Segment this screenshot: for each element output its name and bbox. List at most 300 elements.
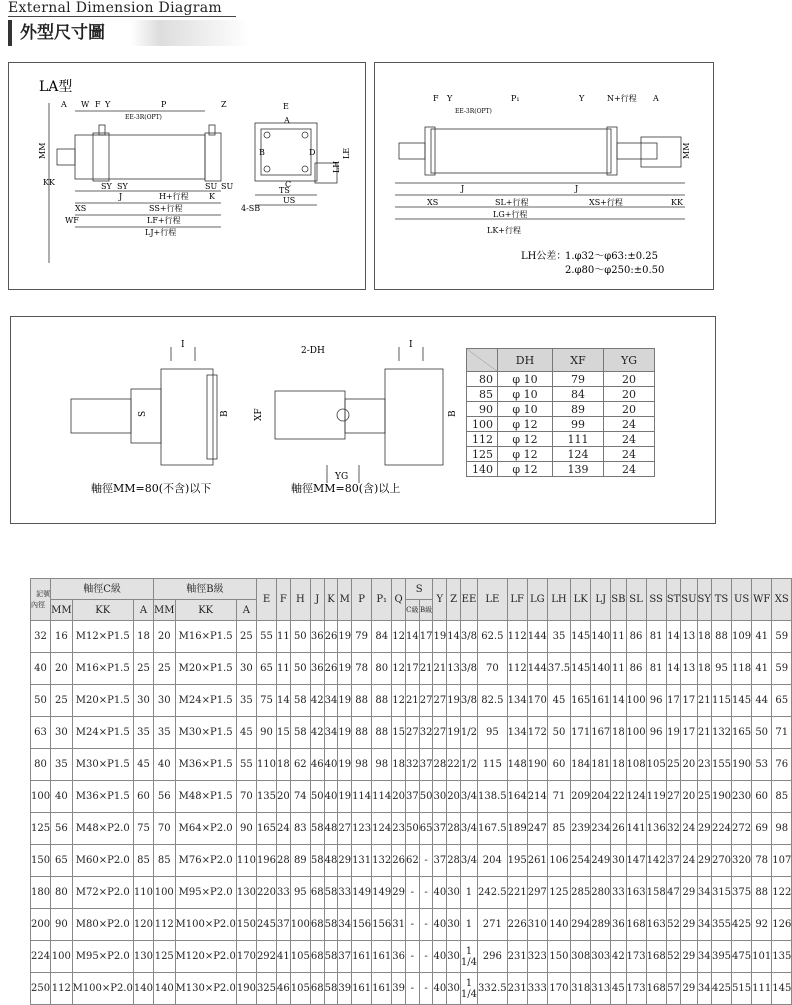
table-cell: 36 — [611, 909, 626, 941]
table-cell: 20 — [681, 781, 697, 813]
table-cell: 34 — [697, 909, 711, 941]
table-cell: 134 — [507, 685, 527, 717]
table-cell: 95 — [478, 717, 508, 749]
table-cell: 105 — [290, 973, 310, 1005]
table-cell: 71 — [772, 717, 792, 749]
table-cell: 50 — [752, 717, 772, 749]
header-col-Q: Q — [392, 579, 406, 621]
r-dim-P1: P₁ — [511, 94, 520, 103]
header-sub-KK: KK — [72, 600, 133, 621]
table-cell: 323 — [527, 941, 547, 973]
table-cell: 17 — [405, 653, 419, 685]
table-cell: 170 — [547, 973, 570, 1005]
table-cell: 35 — [547, 621, 570, 653]
table-cell: 164 — [507, 781, 527, 813]
table-cell: - — [419, 877, 433, 909]
table-cell: 115 — [711, 685, 731, 717]
table-cell: 88 — [372, 717, 392, 749]
table-cell: 85 — [133, 845, 153, 877]
table-cell: 98 — [772, 813, 792, 845]
table-cell: 111 — [752, 973, 772, 1005]
header-col-E: E — [256, 579, 276, 621]
table-cell: 18 — [611, 749, 626, 781]
table-cell: 62 — [405, 845, 419, 877]
table-cell: 19 — [338, 717, 352, 749]
header-group-b: 軸徑B級 — [154, 579, 257, 600]
table-cell: 204 — [591, 781, 611, 813]
table-cell: 52 — [666, 909, 681, 941]
table-cell: 254 — [571, 845, 591, 877]
table-cell: 25 — [154, 653, 175, 685]
table-cell: 124 — [372, 813, 392, 845]
table-cell: 35 — [236, 685, 256, 717]
header-col-S: S — [405, 579, 432, 600]
table-cell: 150 — [547, 941, 570, 973]
table-cell: 58 — [290, 685, 310, 717]
table-cell: 95 — [290, 877, 310, 909]
table-cell: 20 — [447, 781, 461, 813]
table-cell: 161 — [372, 973, 392, 1005]
table-cell: 325 — [256, 973, 276, 1005]
table-cell: 29 — [338, 845, 352, 877]
table-cell: 124 — [626, 781, 646, 813]
table-cell: 50 — [405, 813, 419, 845]
table-cell: 85 — [772, 781, 792, 813]
table-cell: 161 — [591, 685, 611, 717]
table-cell: 161 — [352, 973, 372, 1005]
table-row — [31, 717, 792, 749]
rod-table-cell: 84 — [553, 387, 604, 402]
table-cell: 14 — [666, 653, 681, 685]
table-cell: 261 — [527, 845, 547, 877]
rod-table-corner — [467, 349, 498, 372]
table-cell: 80 — [372, 653, 392, 685]
table-cell: 80 — [51, 877, 72, 909]
table-row — [31, 749, 792, 781]
table-cell: 108 — [626, 749, 646, 781]
table-cell: 167.5 — [478, 813, 508, 845]
table-cell: 25 — [697, 781, 711, 813]
table-cell: 90 — [51, 909, 72, 941]
r-dim-EE: EE-3R(OPT) — [455, 108, 492, 115]
table-cell: 19 — [433, 621, 447, 653]
bore-cell: 200 — [31, 909, 51, 941]
rod-table-row — [467, 417, 655, 432]
table-cell: 26 — [611, 813, 626, 845]
header-col-SB: SB — [611, 579, 626, 621]
table-cell: 141 — [626, 813, 646, 845]
corner-label-bore: 內徑 — [31, 600, 45, 609]
table-cell: 112 — [507, 621, 527, 653]
table-cell: 34 — [324, 717, 338, 749]
table-cell: 84 — [372, 621, 392, 653]
dim-US: US — [283, 196, 296, 205]
table-cell: 18 — [277, 749, 291, 781]
rod-table-cell: φ 10 — [498, 402, 553, 417]
dim-P: P — [161, 100, 167, 109]
table-cell: 48 — [324, 845, 338, 877]
table-cell: 165 — [571, 685, 591, 717]
table-cell: 50 — [290, 653, 310, 685]
table-cell: 140 — [591, 621, 611, 653]
table-cell: 1 1/4 — [460, 973, 477, 1005]
table-cell: 231 — [507, 941, 527, 973]
r-dim-SL: SL+行程 — [495, 198, 529, 207]
table-cell: 375 — [732, 877, 752, 909]
table-cell: 15 — [277, 717, 291, 749]
table-cell: 114 — [352, 781, 372, 813]
side-D: D — [309, 148, 316, 157]
table-cell: 88 — [711, 621, 731, 653]
table-cell: 106 — [547, 845, 570, 877]
table-cell: 118 — [732, 653, 752, 685]
dim-WF: WF — [65, 216, 79, 225]
bore-cell: 50 — [31, 685, 51, 717]
table-cell: 190 — [236, 973, 256, 1005]
table-cell: 45 — [611, 973, 626, 1005]
table-cell: 315 — [711, 877, 731, 909]
header-col-ST: ST — [666, 579, 681, 621]
table-cell: 167 — [591, 717, 611, 749]
table-cell: 110 — [256, 749, 276, 781]
table-cell: M76×P2.0 — [175, 845, 236, 877]
table-row — [31, 941, 792, 973]
table-cell: 112 — [507, 653, 527, 685]
table-cell: 85 — [547, 813, 570, 845]
table-cell: 50 — [310, 781, 324, 813]
table-cell: 135 — [256, 781, 276, 813]
table-cell: 123 — [352, 813, 372, 845]
table-cell: 425 — [732, 909, 752, 941]
table-cell: 28 — [447, 845, 461, 877]
table-cell: 36 — [310, 653, 324, 685]
rod-table-cell: 90 — [467, 402, 498, 417]
table-cell: M30×P1.5 — [72, 749, 133, 781]
table-cell: 18 — [611, 717, 626, 749]
table-cell: 32 — [405, 749, 419, 781]
table-cell: - — [419, 973, 433, 1005]
header-col-J: J — [310, 579, 324, 621]
table-cell: 65 — [419, 813, 433, 845]
table-cell: 34 — [338, 909, 352, 941]
table-cell: 165 — [732, 717, 752, 749]
table-cell: 3/4 — [460, 781, 477, 813]
table-cell: 296 — [478, 941, 508, 973]
r-dim-F: F — [433, 94, 439, 103]
rod-table-cell: 89 — [553, 402, 604, 417]
table-cell: 112 — [154, 909, 175, 941]
table-cell: 168 — [646, 941, 666, 973]
table-cell: 34 — [324, 685, 338, 717]
table-cell: 173 — [626, 941, 646, 973]
table-cell: 27 — [433, 717, 447, 749]
table-cell: 333 — [527, 973, 547, 1005]
table-cell: 50 — [290, 621, 310, 653]
table-cell: 62.5 — [478, 621, 508, 653]
header-sub-A: A — [133, 600, 153, 621]
table-cell: 12 — [392, 621, 406, 653]
r-dim-J2: J — [575, 184, 579, 193]
bore-cell: 100 — [31, 781, 51, 813]
table-cell: 247 — [527, 813, 547, 845]
r-dim-Y: Y — [447, 94, 453, 103]
table-cell: 142 — [646, 845, 666, 877]
header-col-F: F — [277, 579, 291, 621]
table-cell: 14 — [277, 685, 291, 717]
table-cell: 92 — [752, 909, 772, 941]
header-col-SL: SL — [626, 579, 646, 621]
table-cell: 230 — [732, 781, 752, 813]
header-sub-MM: MM — [154, 600, 175, 621]
table-cell: 395 — [711, 941, 731, 973]
table-cell: 140 — [547, 909, 570, 941]
r-dim-XS2: XS+行程 — [589, 198, 623, 207]
table-cell: 125 — [154, 941, 175, 973]
table-cell: 245 — [256, 909, 276, 941]
rod-table-cell: 20 — [604, 372, 655, 387]
dim-SB: 4-SB — [241, 204, 261, 213]
rod-table-row — [467, 447, 655, 462]
table-cell: 20 — [51, 653, 72, 685]
header-chinese-title: 外型尺寸圖 — [8, 20, 250, 46]
header-col-Y: Y — [433, 579, 447, 621]
header-sub-S: C級 — [405, 600, 419, 621]
table-cell: 189 — [507, 813, 527, 845]
p2-label-I2: I — [409, 340, 413, 350]
table-cell: 35 — [154, 717, 175, 749]
table-cell: 58 — [310, 813, 324, 845]
table-cell: 35 — [51, 749, 72, 781]
table-cell: 88 — [372, 685, 392, 717]
table-cell: 149 — [352, 877, 372, 909]
table-cell: 27 — [419, 685, 433, 717]
table-cell: 231 — [507, 973, 527, 1005]
table-cell: 224 — [711, 813, 731, 845]
table-cell: 65 — [772, 685, 792, 717]
dim-SS: SS+行程 — [149, 204, 183, 213]
rod-table-cell: 124 — [553, 447, 604, 462]
table-cell: 25 — [133, 653, 153, 685]
bore-cell: 150 — [31, 845, 51, 877]
table-cell: 156 — [352, 909, 372, 941]
table-cell: 40 — [154, 749, 175, 781]
table-cell: 75 — [133, 813, 153, 845]
table-cell: 12 — [392, 685, 406, 717]
table-cell: 28 — [433, 749, 447, 781]
table-cell: 21 — [697, 717, 711, 749]
dim-MM: MM — [38, 142, 47, 159]
rod-table-cell: φ 10 — [498, 387, 553, 402]
table-cell: 42 — [310, 685, 324, 717]
table-cell: 83 — [290, 813, 310, 845]
table-cell: 105 — [646, 749, 666, 781]
table-cell: 26 — [324, 621, 338, 653]
table-cell: M24×P1.5 — [175, 685, 236, 717]
p2-label-DH: 2-DH — [301, 346, 325, 356]
table-cell: 163 — [646, 909, 666, 941]
table-cell: M30×P1.5 — [175, 717, 236, 749]
table-cell: 11 — [277, 653, 291, 685]
table-cell: 30 — [447, 877, 461, 909]
table-cell: M80×P2.0 — [72, 909, 133, 941]
table-cell: 119 — [646, 781, 666, 813]
header-col-LF: LF — [507, 579, 527, 621]
table-cell: 68 — [310, 941, 324, 973]
table-cell: M20×P1.5 — [72, 685, 133, 717]
rod-table-cell: 140 — [467, 462, 498, 477]
table-cell: 55 — [256, 621, 276, 653]
rod-table-cell: 24 — [604, 417, 655, 432]
table-cell: 125 — [547, 877, 570, 909]
rod-table-row — [467, 387, 655, 402]
header-sub-A: A — [236, 600, 256, 621]
table-cell: 86 — [626, 653, 646, 685]
header-col-SY: SY — [697, 579, 711, 621]
table-row — [31, 621, 792, 653]
table-cell: 136 — [646, 813, 666, 845]
dim-A: A — [61, 100, 67, 109]
table-cell: 271 — [478, 909, 508, 941]
table-cell: 76 — [772, 749, 792, 781]
table-cell: 195 — [507, 845, 527, 877]
table-cell: 25 — [236, 621, 256, 653]
table-cell: 147 — [626, 845, 646, 877]
table-cell: 20 — [681, 749, 697, 781]
table-cell: 19 — [338, 685, 352, 717]
table-cell: 37 — [277, 909, 291, 941]
rod-table-row — [467, 372, 655, 387]
table-cell: 70 — [236, 781, 256, 813]
rod-end-table — [466, 348, 655, 477]
r-dim-J: J — [461, 184, 465, 193]
table-cell: 60 — [133, 781, 153, 813]
dim-K: K — [209, 192, 215, 201]
table-cell: 37 — [433, 845, 447, 877]
header-col-TS: TS — [711, 579, 731, 621]
table-cell: 318 — [571, 973, 591, 1005]
table-cell: 18 — [697, 653, 711, 685]
table-row — [31, 973, 792, 1005]
dim-Z: Z — [221, 100, 227, 109]
table-cell: 145 — [571, 621, 591, 653]
dim-SY2: SY — [117, 182, 128, 191]
table-cell: 308 — [571, 941, 591, 973]
r-dim-LG: LG+行程 — [493, 210, 528, 219]
table-cell: 41 — [752, 621, 772, 653]
table-cell: 37 — [405, 781, 419, 813]
table-cell: 21 — [433, 653, 447, 685]
rod-table-cell: φ 12 — [498, 432, 553, 447]
rod-table-cell: φ 10 — [498, 372, 553, 387]
table-cell: 19 — [447, 717, 461, 749]
table-cell: 18 — [697, 621, 711, 653]
dim-SY: SY — [101, 182, 112, 191]
table-cell: 78 — [352, 653, 372, 685]
table-cell: 96 — [646, 685, 666, 717]
table-cell: 270 — [711, 845, 731, 877]
table-cell: - — [405, 909, 419, 941]
table-cell: 14 — [666, 621, 681, 653]
table-cell: 28 — [277, 845, 291, 877]
table-cell: 32 — [419, 717, 433, 749]
table-cell: 62 — [290, 749, 310, 781]
dim-E: E — [283, 102, 289, 111]
dim-J: J — [119, 192, 123, 201]
table-cell: 24 — [277, 813, 291, 845]
table-cell: M100×P2.0 — [175, 909, 236, 941]
rod-table-cell: 80 — [467, 372, 498, 387]
table-cell: 21 — [419, 653, 433, 685]
table-cell: 115 — [478, 749, 508, 781]
table-cell: 40 — [433, 973, 447, 1005]
table-cell: 158 — [646, 877, 666, 909]
table-cell: 1 1/4 — [460, 941, 477, 973]
table-cell: 40 — [433, 909, 447, 941]
table-cell: 239 — [571, 813, 591, 845]
table-cell: 120 — [133, 909, 153, 941]
table-cell: 22 — [447, 749, 461, 781]
la-right-drawing — [375, 63, 713, 289]
dim-LH: LH — [332, 160, 341, 173]
table-cell: 109 — [732, 621, 752, 653]
dim-Y: Y — [105, 100, 111, 109]
rod-table-cell: 24 — [604, 432, 655, 447]
table-header-row — [31, 579, 792, 600]
header-col-LJ: LJ — [591, 579, 611, 621]
table-cell: 88 — [752, 877, 772, 909]
table-cell: 24 — [681, 813, 697, 845]
table-cell: 313 — [591, 973, 611, 1005]
table-cell: 30 — [433, 781, 447, 813]
header-col-P₁: P₁ — [372, 579, 392, 621]
header-english-title: External Dimension Diagram — [8, 0, 236, 17]
table-cell: 30 — [133, 685, 153, 717]
table-cell: 47 — [666, 877, 681, 909]
table-cell: 130 — [236, 877, 256, 909]
table-row — [31, 845, 792, 877]
table-cell: 37 — [666, 845, 681, 877]
table-cell: 355 — [711, 909, 731, 941]
table-cell: 27 — [405, 717, 419, 749]
header-col-M: M — [338, 579, 352, 621]
rod-table-cell: 79 — [553, 372, 604, 387]
p2-label-XF: XF — [254, 408, 264, 421]
table-cell: 30 — [236, 653, 256, 685]
corner-label-symbol: 記號 — [36, 589, 51, 598]
p2-label-I: I — [181, 340, 185, 350]
table-cell: 19 — [338, 621, 352, 653]
table-cell: 53 — [752, 749, 772, 781]
bore-cell: 250 — [31, 973, 51, 1005]
table-row — [31, 813, 792, 845]
table-cell: 18 — [133, 621, 153, 653]
bore-cell: 224 — [31, 941, 51, 973]
rod-table-cell: 112 — [467, 432, 498, 447]
table-cell: 28 — [447, 813, 461, 845]
table-cell: 14 — [447, 621, 461, 653]
table-cell: 303 — [591, 941, 611, 973]
p2-label-B: B — [220, 410, 230, 417]
table-cell: 161 — [352, 941, 372, 973]
table-cell: 46 — [277, 973, 291, 1005]
table-cell: M16×P1.5 — [175, 621, 236, 653]
table-cell: M36×P1.5 — [175, 749, 236, 781]
table-cell: M130×P2.0 — [175, 973, 236, 1005]
table-cell: 29 — [681, 877, 697, 909]
table-cell: 148 — [507, 749, 527, 781]
table-cell: 149 — [372, 877, 392, 909]
table-row — [31, 653, 792, 685]
